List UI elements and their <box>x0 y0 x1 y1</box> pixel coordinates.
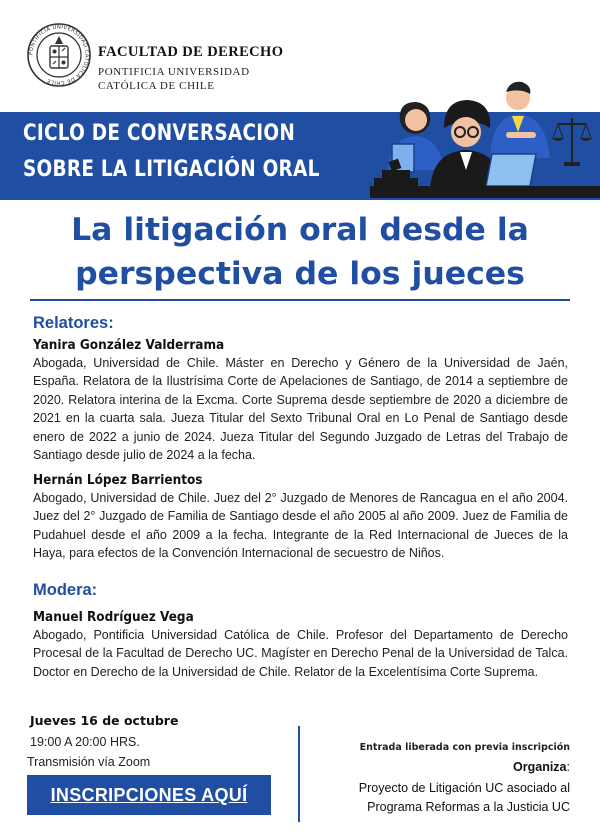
speaker-bio-1: Abogada, Universidad de Chile. Máster en Derecho y Género de la Universidad de Jaén, España. Relatora de la Ilustrísima Corte de Apelaciones de Santiago, de 2014 a septiembre de 2020. Relatora interina de la Excma. Corte Suprema desde septiembre de 2020 a diciembre de 2021 en la cuarta sala. Jueza Titular del Sexto Tribunal Oral en Lo Penal de Santiago desde enero de 2022 a junio de 2024. Jueza Titular del Segundo Juzgado de Letras del Trabajo de Santiago desde julio de 2024 a la fecha. <box>33 356 568 463</box>
event-title <box>30 208 570 296</box>
organizer-label: Organiza: <box>513 760 570 774</box>
judges-at-desk-illustration <box>360 58 600 198</box>
event-time: 19:00 A 20:00 HRS. <box>30 735 140 749</box>
speaker-name-1: Yanira González Valderrama <box>33 338 225 353</box>
university-seal-icon <box>26 22 92 88</box>
relatores-heading: Relatores: <box>33 314 114 332</box>
event-title-line2: perspectiva de los jueces <box>75 256 525 292</box>
speaker-name-2: Hernán López Barrientos <box>33 473 203 488</box>
seal-text: PONTIFICIA UNIVERSIDAD CATOLICA DE CHILE <box>28 24 90 86</box>
organizer-line1: Proyecto de Litigación UC asociado al <box>358 781 570 795</box>
university-name-line1: PONTIFICIA UNIVERSIDAD <box>98 66 250 78</box>
speaker-bio-2: Abogado, Universidad de Chile. Juez del 2° Juzgado de Menores de Rancagua en el año 2004. Juez del 2° Juzgado de Familia de Santiago desde el año 2005 al año 2009. Juez de Familia de Pudahuel desde el año 2009 a la fecha. Integrante de la Red Internacional de Jueces de la Haya, para efectos de la Convención Internacional de secuestro de Niños. <box>33 491 568 561</box>
university-name-line2: CATÓLICA DE CHILE <box>98 80 215 92</box>
series-title-line2: SOBRE LA LITIGACIÓN ORAL <box>23 157 320 182</box>
faculty-name: FACULTAD DE DERECHO <box>98 44 284 60</box>
event-stream: Transmisión vía Zoom <box>27 755 151 769</box>
title-divider <box>30 299 570 301</box>
moderator-name: Manuel Rodríguez Vega <box>33 610 194 625</box>
free-entry-note: Entrada liberada con previa inscripción <box>359 742 570 753</box>
organizer-line2: Programa Reformas a la Justicia UC <box>367 800 570 814</box>
event-title-line1: La litigación oral desde la <box>71 212 529 248</box>
registration-button-label: INSCRIPCIONES AQUÍ <box>50 784 248 805</box>
series-title-line1: CICLO DE CONVERSACION <box>23 121 296 146</box>
registration-button[interactable] <box>27 775 271 815</box>
event-date: Jueves 16 de octubre <box>30 713 179 728</box>
moderator-heading: Modera: <box>33 581 98 599</box>
footer-divider <box>298 726 300 822</box>
moderator-bio: Abogado, Pontificia Universidad Católica de Chile. Profesor del Departamento de Derecho Procesal de la Facultad de Derecho UC. Magíster en Derecho Penal de la Universidad de Talca. Doctor en Derecho de la Universidad de Chile. Relator de la Excelentísima Corte Suprema. <box>33 628 568 679</box>
organizer-label-text: Organiza <box>513 760 567 774</box>
